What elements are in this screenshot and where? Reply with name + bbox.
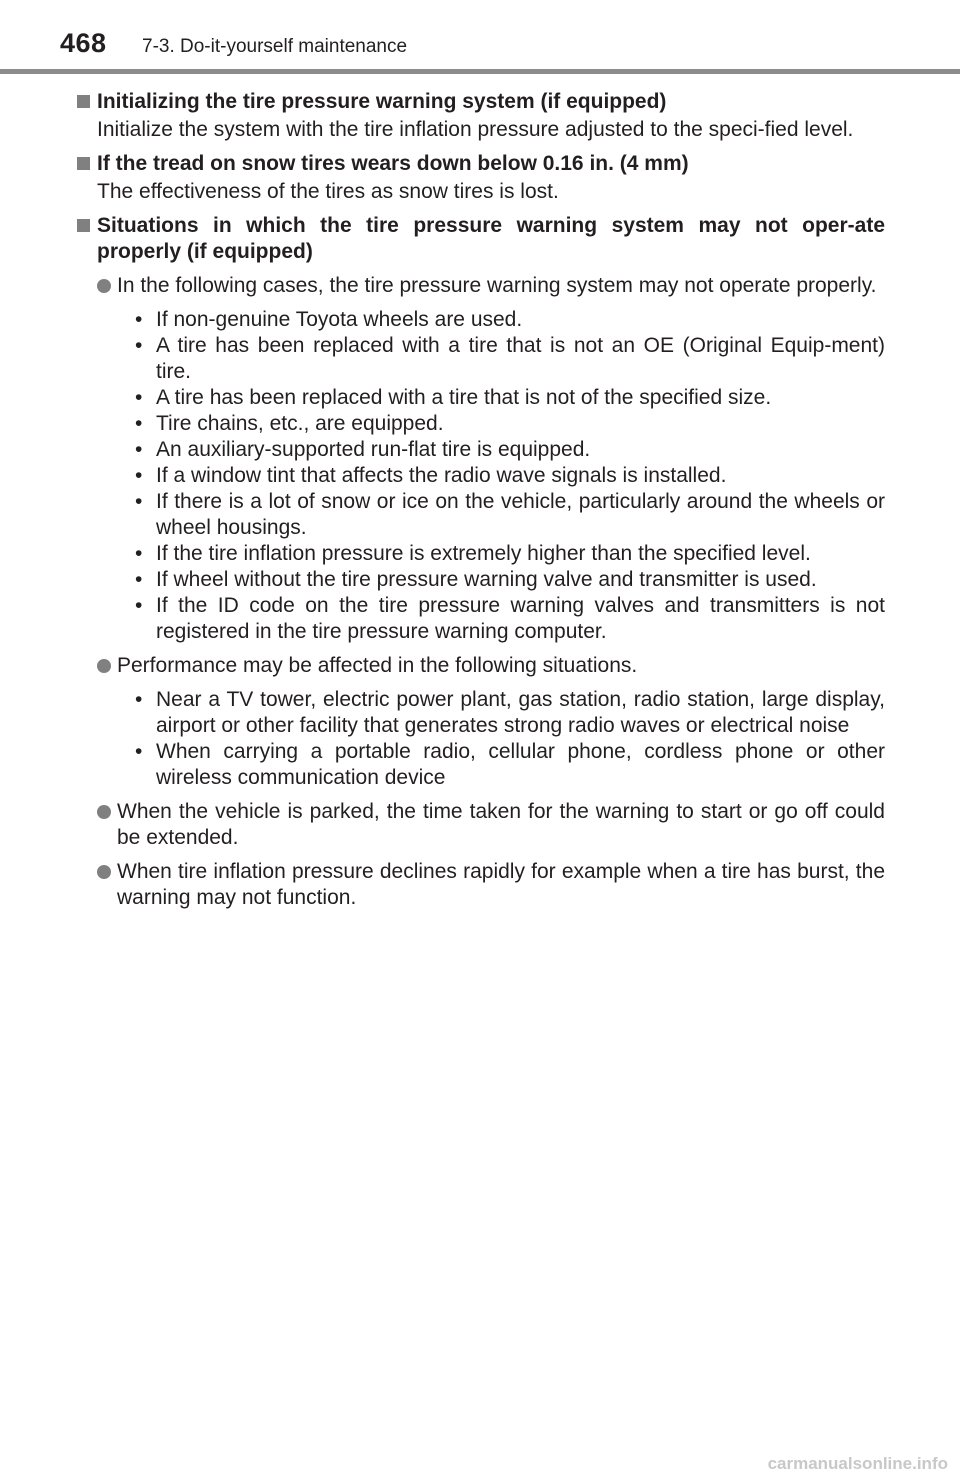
- list-item: • An auxiliary-supported run-flat tire is equipped.: [135, 437, 885, 463]
- circle-bullet-item: [77, 273, 885, 299]
- bullet-text: In the following cases, the tire pressure warning system may not operate properly.: [117, 274, 877, 297]
- list-item: • Near a TV tower, electric power plant, gas station, radio station, large display, airport or other facility that generates strong radio waves or electrical noise: [135, 687, 885, 739]
- page-header: [0, 0, 960, 76]
- section-title: 7-3. Do-it-yourself maintenance: [142, 36, 408, 57]
- square-bullet-icon: [77, 219, 90, 232]
- sub-list: [77, 687, 885, 791]
- square-bullet-icon: [77, 157, 90, 170]
- circle-bullet-item: [77, 653, 885, 679]
- list-item: • If non-genuine Toyota wheels are used.: [135, 307, 885, 333]
- section-heading: [77, 89, 885, 115]
- bullet-text: When the vehicle is parked, the time taken for the warning to start or go off could be extended.: [117, 800, 885, 849]
- list-item: • If there is a lot of snow or ice on the vehicle, particularly around the wheels or wheel housings.: [135, 489, 885, 541]
- heading-text: Situations in which the tire pressure warning system may not oper-ate properly (if equipped): [97, 214, 885, 263]
- list-item: • When carrying a portable radio, cellular phone, cordless phone or other wireless communication device: [135, 739, 885, 791]
- circle-bullet-icon: [97, 805, 111, 819]
- list-item: • If the ID code on the tire pressure warning valves and transmitters is not registered in the tire pressure warning computer.: [135, 593, 885, 645]
- list-item: • A tire has been replaced with a tire that is not an OE (Original Equip-ment) tire.: [135, 333, 885, 385]
- circle-bullet-icon: [97, 279, 111, 293]
- header-rule: [0, 69, 960, 74]
- sub-list: [77, 307, 885, 645]
- circle-bullet-icon: [97, 865, 111, 879]
- list-item: • A tire has been replaced with a tire that is not of the specified size.: [135, 385, 885, 411]
- list-item: • If a window tint that affects the radio wave signals is installed.: [135, 463, 885, 489]
- section-heading: [77, 213, 885, 265]
- section-body: The effectiveness of the tires as snow tires is lost.: [97, 180, 559, 203]
- page-content: [77, 89, 885, 911]
- heading-text: If the tread on snow tires wears down below 0.16 in. (4 mm): [97, 152, 689, 175]
- list-item: • If the tire inflation pressure is extremely higher than the specified level.: [135, 541, 885, 567]
- section-body: Initialize the system with the tire inflation pressure adjusted to the speci-fied level.: [97, 118, 854, 141]
- circle-bullet-icon: [97, 659, 111, 673]
- circle-bullet-item: [77, 799, 885, 851]
- circle-bullet-item: [77, 859, 885, 911]
- heading-text: Initializing the tire pressure warning system (if equipped): [97, 90, 667, 113]
- watermark: carmanualsonline.info: [767, 1454, 948, 1473]
- bullet-text: Performance may be affected in the following situations.: [117, 654, 638, 677]
- bullet-text: When tire inflation pressure declines rapidly for example when a tire has burst, the warning may not function.: [117, 860, 885, 909]
- list-item: • If wheel without the tire pressure warning valve and transmitter is used.: [135, 567, 885, 593]
- page-number: 468: [60, 28, 107, 58]
- square-bullet-icon: [77, 95, 90, 108]
- list-item: • Tire chains, etc., are equipped.: [135, 411, 885, 437]
- section-heading: [77, 151, 885, 177]
